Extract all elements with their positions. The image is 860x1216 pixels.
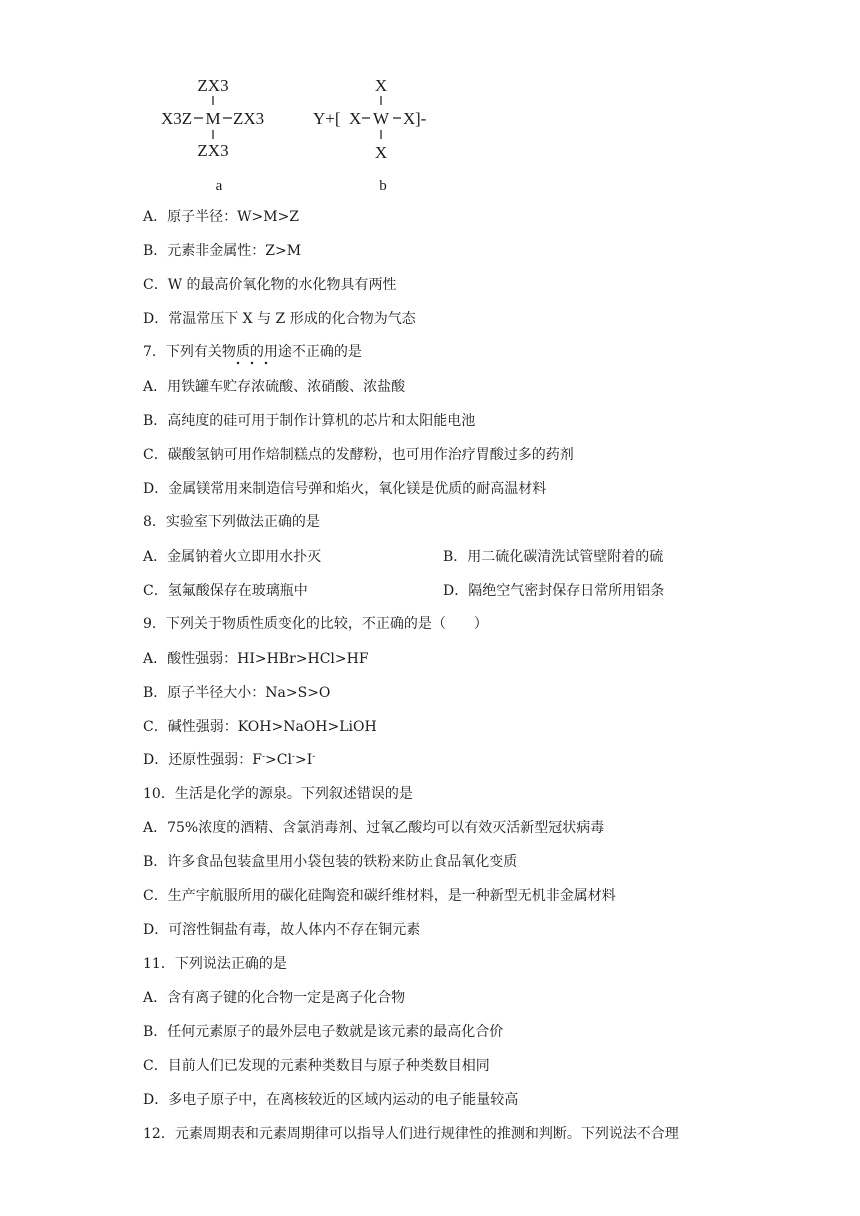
q6-option-c: C．W 的最高价氧化物的水化物具有两性 <box>143 277 397 293</box>
q12-stem: 12．元素周期表和元素周期律可以指导人们进行规律性的推测和判断。下列说法不合理 <box>143 1126 679 1142</box>
a-top-group: ZX3 <box>197 76 229 95</box>
q9-option-d-prefix: D．还原性强弱：F <box>143 752 262 768</box>
q9-stem: 9．下列关于物质性质变化的比较，不正确的是（ ） <box>143 616 488 632</box>
a-caption: a <box>215 178 223 194</box>
b-center-atom: W <box>372 109 390 128</box>
charge-superscript: - <box>312 752 316 762</box>
structure-figure <box>143 66 443 198</box>
q7-option-c: C．碳酸氢钠可用作焙制糕点的发酵粉，也可用作治疗胃酸过多的药剂 <box>143 447 574 463</box>
q6-option-d: D．常温常压下 X 与 Z 形成的化合物为气态 <box>143 311 416 327</box>
charge-superscript: - <box>261 752 265 762</box>
q9-option-d <box>143 751 315 769</box>
emphasis-dots <box>232 360 272 366</box>
a-right-group: ZX3 <box>233 109 265 128</box>
q10-stem: 10．生活是化学的源泉。下列叙述错误的是 <box>143 786 413 802</box>
structure-diagram <box>143 66 443 198</box>
b-bottom-atom: X <box>374 143 388 162</box>
b-top-atom: X <box>374 76 388 95</box>
q6-option-b: B．元素非金属性：Z>M <box>143 243 302 259</box>
q9-option-c: C．碱性强弱：KOH>NaOH>LiOH <box>143 719 377 735</box>
q10-option-c: C．生产宇航服所用的碳化硅陶瓷和碳纤维材料，是一种新型无机非金属材料 <box>143 888 616 904</box>
q6-option-a: A．原子半径：W>M>Z <box>143 209 300 225</box>
a-bottom-group: ZX3 <box>197 141 229 160</box>
q9-option-a: A．酸性强弱：HI>HBr>HCl>HF <box>143 651 369 667</box>
b-suffix: ]- <box>415 109 427 128</box>
q8-option-b: B．用二硫化碳清洗试管壁附着的硫 <box>443 549 664 565</box>
q10-option-d: D．可溶性铜盐有毒，故人体内不存在铜元素 <box>143 922 421 938</box>
q11-option-c: C．目前人们已发现的元素种类数目与原子种类数目相同 <box>143 1058 490 1074</box>
charge-superscript: - <box>291 752 295 762</box>
q8-option-a: A．金属钠着火立即用水扑灭 <box>143 549 322 565</box>
q8-option-c: C．氢氟酸保存在玻璃瓶中 <box>143 583 308 599</box>
q7-option-d: D．金属镁常用来制造信号弹和焰火，氧化镁是优质的耐高温材料 <box>143 481 547 497</box>
b-prefix: Y+[ <box>313 109 341 128</box>
b-caption: b <box>379 178 387 194</box>
a-center-atom: M <box>205 109 221 128</box>
q11-option-b: B．任何元素原子的最外层电子数就是该元素的最高化合价 <box>143 1024 504 1040</box>
q10-option-a: A．75%浓度的酒精、含氯消毒剂、过氧乙酸均可以有效灭活新型冠状病毒 <box>143 820 605 836</box>
q7-option-a: A．用铁罐车贮存浓硫酸、浓硝酸、浓盐酸 <box>143 379 406 395</box>
q10-option-b: B．许多食品包装盒里用小袋包装的铁粉来防止食品氧化变质 <box>143 854 518 870</box>
q9-option-d-mid1: >Cl <box>265 752 292 768</box>
q11-stem: 11．下列说法正确的是 <box>143 956 287 972</box>
a-left-group: X3Z <box>161 109 193 128</box>
q9-option-d-mid2: >I <box>294 752 313 768</box>
q8-stem: 8．实验室下列做法正确的是 <box>143 514 320 530</box>
q9-option-b: B．原子半径大小：Na>S>O <box>143 685 331 701</box>
b-right-atom: X <box>403 109 416 128</box>
b-left-atom: X <box>349 109 362 128</box>
q11-option-a: A．含有离子键的化合物一定是离子化合物 <box>143 990 406 1006</box>
q8-option-d: D．隔绝空气密封保存日常所用铝条 <box>443 583 665 599</box>
q7-stem: 7．下列有关物质的用途不正确的是 <box>143 344 362 360</box>
q11-option-d: D．多电子原子中，在离核较近的区域内运动的电子能量较高 <box>143 1092 519 1108</box>
q7-option-b: B．高纯度的硅可用于制作计算机的芯片和太阳能电池 <box>143 413 476 429</box>
